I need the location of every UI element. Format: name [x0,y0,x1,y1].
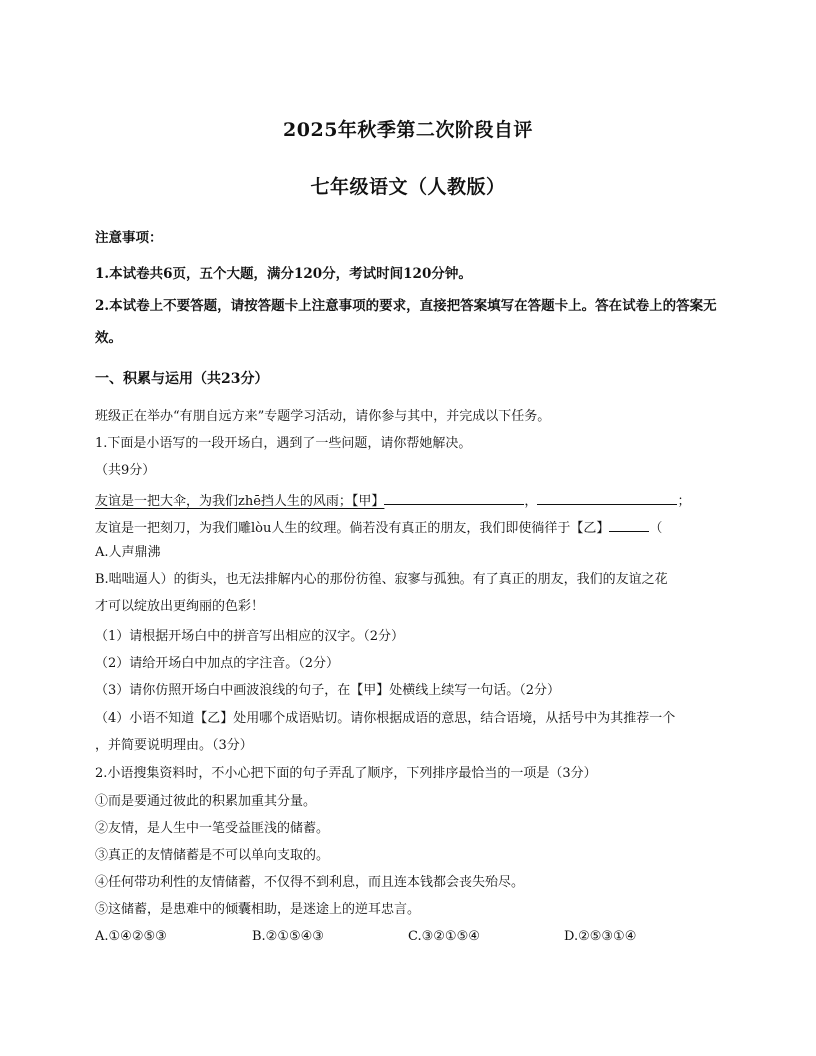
notice-item-2: 2.本试卷上不要答题，请按答题卡上注意事项的要求，直接把答案填写在答题卡上。答在试卷上的答案无效。 [95,298,717,346]
sentence-1: ①而是要通过彼此的积累加重其分量。 [95,794,317,809]
passage-line-2-text: 友谊是一把刻刀，为我们雕lòu人生的纹理。倘若没有真正的朋友，我们即使徜徉于【乙】 [95,521,610,536]
sub-question-4-line-1: （4）小语不知道【乙】处用哪个成语贴切。请你根据成语的意思，结合语境，从括号中为其推荐一个 [95,711,676,726]
question-1-stem: 1.下面是小语写的一段开场白，遇到了一些问题，请你帮她解决。 [95,436,472,451]
passage-line-5: 才可以绽放出更绚丽的色彩！ [95,599,265,614]
choice-a: A.①④②⑤③ [95,929,167,944]
choice-d: D.②⑤③①④ [564,929,637,944]
blank-jia-1 [384,490,524,505]
sub-question-1: （1）请根据开场白中的拼音写出相应的汉字。（2分） [95,629,405,644]
choice-b: B.②①⑤④③ [252,929,324,944]
notice-heading: 注意事项： [95,230,163,246]
section-intro: 班级正在举办“有朋自远方来”专题学习活动，请你参与其中，并完成以下任务。 [95,409,551,424]
page-subtitle: 七年级语文（人教版） [310,176,506,198]
choice-c: C.③②①⑤④ [408,929,480,944]
blank-yi [609,517,649,532]
question-2-stem: 2.小语搜集资料时，不小心把下面的句子弄乱了顺序，下列排序最恰当的一项是（3分） [95,766,597,781]
passage-line-end: ； [677,494,691,509]
sentence-3: ③真正的友情储蓄是不可以单向支取的。 [95,848,330,863]
wavy-underlined-sentence: 友谊是一把大伞，为我们zhē挡人生的风雨；【甲】 [95,494,385,509]
sub-question-4-line-2: ，并简要说明理由。（3分） [95,738,253,753]
question-1-score: （共9分） [95,463,156,478]
page-title: 2025年秋季第二次阶段自评 [283,119,533,141]
sentence-2: ②友情，是人生中一笔受益匪浅的储蓄。 [95,821,330,836]
passage-line-2-end: （ [649,521,663,536]
passage-line-2 [95,517,725,538]
sub-question-2: （2）请给开场白中加点的字注音。（2分） [95,656,340,671]
passage-line-1 [95,490,725,511]
sentence-4: ④任何带功利性的友情储蓄，不仅得不到利息，而且连本钱都会丧失殆尽。 [95,875,525,890]
notice-item-1: 1.本试卷共6页，五个大题，满分120分，考试时间120分钟。 [95,266,472,282]
passage-separator: ， [524,494,538,509]
blank-jia-2 [537,490,677,505]
sub-question-3: （3）请你仿照开场白中画波浪线的句子，在【甲】处横线上续写一句话。（2分） [95,683,561,698]
option-a: A.人声鼎沸 [95,545,161,560]
passage-line-4: B.咄咄逼人）的街头，也无法排解内心的那份彷徨、寂寥与孤独。有了真正的朋友，我们的友谊之花 [95,572,668,587]
section-heading: 一、积累与运用（共23分） [95,371,269,387]
sentence-5: ⑤这储蓄，是患难中的倾囊相助，是迷途上的逆耳忠言。 [95,902,421,917]
